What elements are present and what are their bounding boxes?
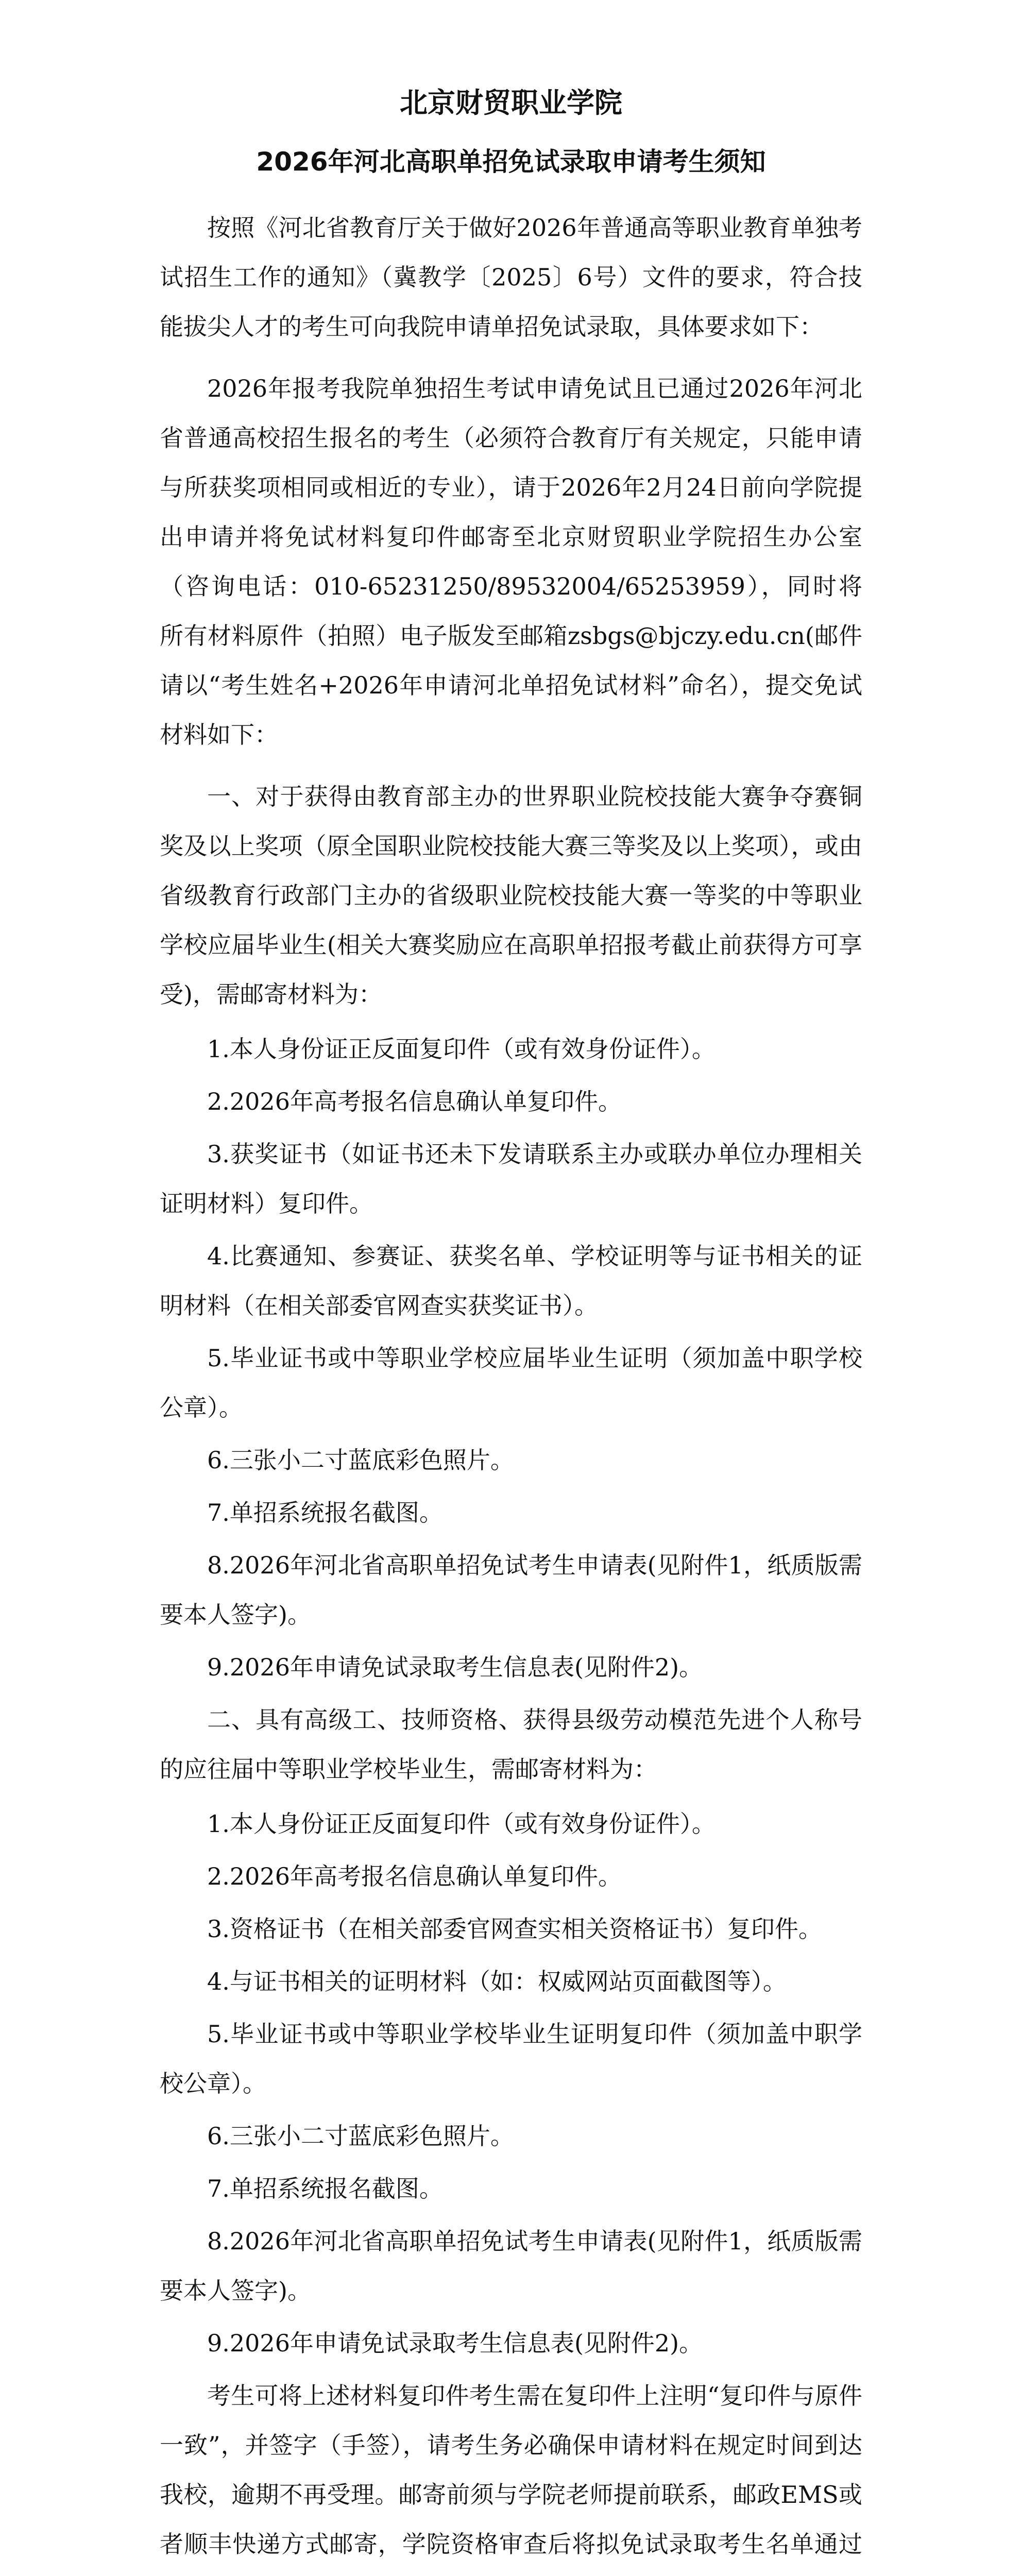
list-item: 9.2026年申请免试录取考生信息表(见附件2)。	[207, 1653, 703, 1681]
list-item: 5.毕业证书或中等职业学校毕业生证明复印件（须加盖中职学校公章）。	[160, 2020, 862, 2097]
notice-title: 2026年河北高职单招免试录取申请考生须知	[256, 147, 766, 177]
eligibility-paragraph: 2026年报考我院单独招生考试申请免试且已通过2026年河北省普通高校招生报名的考生（必须符合教育厅有关规定，只能申请与所获奖项相同或相近的专业），请于2026年2月24日前向学院提出申请并将免试材料复印件邮寄至北京财贸职业学院招生办公室（咨询电话：010-65231250/89532004/65253959），同时将所有材料原件（拍照）电子版发至邮箱zsbgs@bjczy.edu.cn(邮件请以“考生姓名+2026年申请河北单招免试材料”命名），提交免试材料如下：	[160, 375, 862, 749]
list-item: 3.资格证书（在相关部委官网查实相关资格证书）复印件。	[207, 1915, 822, 1943]
section-skilled-workers	[160, 1695, 862, 2368]
list-item: 1.本人身份证正反面复印件（或有效身份证件）。	[207, 1035, 716, 1063]
list-item: 4.比赛通知、参赛证、获奖名单、学校证明等与证书相关的证明材料（在相关部委官网查实获奖证书）。	[160, 1242, 862, 1319]
intro-paragraph: 按照《河北省教育厅关于做好2026年普通高等职业教育单独考试招生工作的通知》（冀教学〔2025〕6号）文件的要求，符合技能拔尖人才的考生可向我院申请单招免试录取，具体要求如下：	[160, 214, 862, 341]
list-item: 8.2026年河北省高职单招免试考生申请表(见附件1，纸质版需要本人签字)。	[160, 2227, 862, 2304]
list-item: 2.2026年高考报名信息确认单复印件。	[207, 1862, 622, 1890]
list-item: 2.2026年高考报名信息确认单复印件。	[207, 1088, 622, 1115]
list-item: 9.2026年申请免试录取考生信息表(见附件2)。	[207, 2329, 703, 2357]
list-item: 6.三张小二寸蓝底彩色照片。	[207, 2122, 514, 2150]
list-item: 5.毕业证书或中等职业学校应届毕业生证明（须加盖中职学校公章）。	[160, 1344, 862, 1421]
school-name: 北京财贸职业学院	[400, 87, 622, 119]
list-item: 4.与证书相关的证明材料（如：权威网站页面截图等）。	[207, 1968, 787, 1995]
section-award-winners	[160, 772, 862, 1692]
section-heading: 二、具有高级工、技师资格、获得县级劳动模范先进个人称号的应往届中等职业学校毕业生，需邮寄材料为：	[160, 1706, 862, 1783]
list-item: 3.获奖证书（如证书还未下发请联系主办或联办单位办理相关证明材料）复印件。	[160, 1140, 862, 1217]
list-item: 8.2026年河北省高职单招免试考生申请表(见附件1，纸质版需要本人签字)。	[160, 1551, 862, 1629]
list-item: 7.单招系统报名截图。	[207, 1499, 443, 1527]
list-item: 1.本人身份证正反面复印件（或有效身份证件）。	[207, 1810, 716, 1838]
list-item: 7.单招系统报名截图。	[207, 2175, 443, 2202]
list-item: 6.三张小二寸蓝底彩色照片。	[207, 1446, 514, 1474]
section-heading: 一、对于获得由教育部主办的世界职业院校技能大赛争夺赛铜奖及以上奖项（原全国职业院校技能大赛三等奖及以上奖项），或由省级教育行政部门主办的省级职业院校技能大赛一等奖的中等职业学校应届毕业生(相关大赛奖励应在高职单招报考截止前获得方可享受)，需邮寄材料为：	[160, 783, 862, 1008]
closing-paragraph: 考生可将上述材料复印件考生需在复印件上注明“复印件与原件一致”，并签字（手签），请考生务必确保申请材料在规定时间到达我校，逾期不再受理。邮寄前须与学院老师提前联系，邮政EMS或者顺丰快递方式邮寄，学院资格审查后将拟免试录取考生名单通过	[160, 2382, 862, 2558]
